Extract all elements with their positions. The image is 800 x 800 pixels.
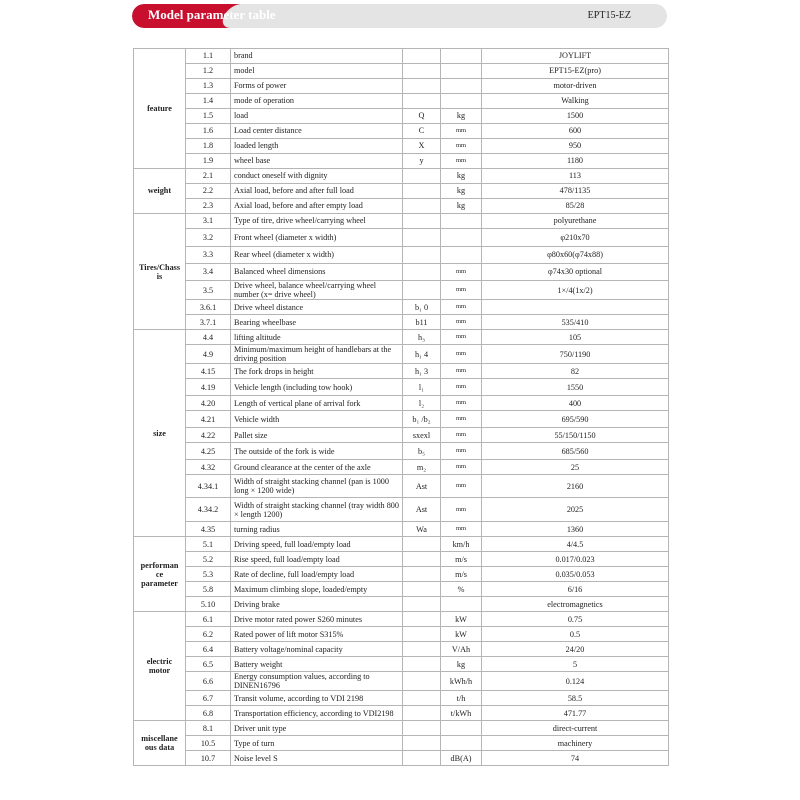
table-row xyxy=(134,672,669,691)
table-row xyxy=(134,537,669,552)
param-symbol xyxy=(403,184,441,199)
param-value: 950 xyxy=(482,139,669,154)
param-symbol xyxy=(403,642,441,657)
table-row xyxy=(134,247,669,264)
param-symbol: sxexl xyxy=(403,428,441,443)
param-name: Rear wheel (diameter x width) xyxy=(231,247,403,264)
param-unit: kW xyxy=(441,627,482,642)
table-row xyxy=(134,736,669,751)
param-symbol xyxy=(403,247,441,264)
table-row xyxy=(134,443,669,460)
row-number: 1.1 xyxy=(186,49,231,64)
table-row xyxy=(134,706,669,721)
param-name: Type of tire, drive wheel/carrying wheel xyxy=(231,214,403,229)
param-symbol xyxy=(403,537,441,552)
table-row xyxy=(134,612,669,627)
param-symbol xyxy=(403,751,441,766)
param-symbol: b11 xyxy=(403,315,441,330)
param-unit xyxy=(441,49,482,64)
param-value: 105 xyxy=(482,330,669,345)
param-symbol xyxy=(403,567,441,582)
row-number: 3.3 xyxy=(186,247,231,264)
param-name: Battery weight xyxy=(231,657,403,672)
param-symbol: l₂ xyxy=(403,396,441,411)
table-row xyxy=(134,498,669,522)
param-unit: kg xyxy=(441,169,482,184)
param-unit xyxy=(441,94,482,109)
param-symbol: Ast xyxy=(403,498,441,522)
param-value: 58.5 xyxy=(482,691,669,706)
param-value: 6/16 xyxy=(482,582,669,597)
row-number: 6.1 xyxy=(186,612,231,627)
param-unit xyxy=(441,597,482,612)
param-name: Type of turn xyxy=(231,736,403,751)
param-name: model xyxy=(231,64,403,79)
param-value: 113 xyxy=(482,169,669,184)
table-row xyxy=(134,691,669,706)
param-name: conduct oneself with dignity xyxy=(231,169,403,184)
param-name: Bearing wheelbase xyxy=(231,315,403,330)
param-symbol xyxy=(403,214,441,229)
param-unit: m/s xyxy=(441,567,482,582)
row-number: 3.1 xyxy=(186,214,231,229)
param-symbol xyxy=(403,64,441,79)
param-symbol: b₁ 0 xyxy=(403,300,441,315)
row-number: 2.2 xyxy=(186,184,231,199)
param-unit: mm xyxy=(441,475,482,498)
param-unit: kWh/h xyxy=(441,672,482,691)
table-row xyxy=(134,552,669,567)
row-number: 4.34.2 xyxy=(186,498,231,522)
param-name: Ground clearance at the center of the axle xyxy=(231,460,403,475)
param-unit: mm xyxy=(441,411,482,428)
param-name: Minimum/maximum height of handlebars at the driving position xyxy=(231,345,403,364)
table-row xyxy=(134,721,669,736)
row-number: 1.3 xyxy=(186,79,231,94)
category-cell: size xyxy=(134,330,186,537)
row-number: 6.5 xyxy=(186,657,231,672)
table-row xyxy=(134,597,669,612)
table-row xyxy=(134,169,669,184)
param-name: Front wheel (diameter x width) xyxy=(231,229,403,247)
param-value: 471.77 xyxy=(482,706,669,721)
table-row xyxy=(134,109,669,124)
param-value: φ210x70 xyxy=(482,229,669,247)
param-name: Rise speed, full load/empty load xyxy=(231,552,403,567)
model-label: EPT15-EZ xyxy=(587,10,631,21)
param-unit: kg xyxy=(441,184,482,199)
param-name: loaded length xyxy=(231,139,403,154)
parameter-table xyxy=(133,48,669,766)
param-value: 535/410 xyxy=(482,315,669,330)
param-value xyxy=(482,300,669,315)
param-name: Driving speed, full load/empty load xyxy=(231,537,403,552)
param-unit: mm xyxy=(441,364,482,379)
param-unit xyxy=(441,721,482,736)
param-symbol xyxy=(403,672,441,691)
row-number: 1.4 xyxy=(186,94,231,109)
param-symbol: l₁ xyxy=(403,379,441,396)
table-row xyxy=(134,124,669,139)
table-row xyxy=(134,330,669,345)
table-row xyxy=(134,364,669,379)
param-name: Energy consumption values, according to DINEN16796 xyxy=(231,672,403,691)
row-number: 4.19 xyxy=(186,379,231,396)
param-unit: mm xyxy=(441,522,482,537)
row-number: 10.5 xyxy=(186,736,231,751)
param-name: Drive wheel, balance wheel/carrying wheel number (x= drive wheel) xyxy=(231,281,403,300)
param-symbol xyxy=(403,94,441,109)
param-name: lifting altitude xyxy=(231,330,403,345)
page-title: Model parameter table xyxy=(148,7,276,22)
param-unit xyxy=(441,736,482,751)
param-value: 1360 xyxy=(482,522,669,537)
param-symbol xyxy=(403,281,441,300)
category-cell: electric motor xyxy=(134,612,186,721)
param-symbol xyxy=(403,597,441,612)
param-value: 0.035/0.053 xyxy=(482,567,669,582)
param-unit: dB(A) xyxy=(441,751,482,766)
param-unit: mm xyxy=(441,460,482,475)
param-symbol xyxy=(403,229,441,247)
table-row xyxy=(134,460,669,475)
header-banner xyxy=(132,4,667,28)
table-row xyxy=(134,300,669,315)
table-row xyxy=(134,475,669,498)
table-row xyxy=(134,627,669,642)
param-value: 2025 xyxy=(482,498,669,522)
row-number: 4.34.1 xyxy=(186,475,231,498)
param-name: Rated power of lift motor S315% xyxy=(231,627,403,642)
param-symbol: Wa xyxy=(403,522,441,537)
param-unit: V/Ah xyxy=(441,642,482,657)
table-row xyxy=(134,428,669,443)
table-row xyxy=(134,154,669,169)
param-unit: mm xyxy=(441,264,482,281)
param-value: machinery xyxy=(482,736,669,751)
table-row xyxy=(134,657,669,672)
param-symbol: C xyxy=(403,124,441,139)
row-number: 4.15 xyxy=(186,364,231,379)
param-value: JOYLIFT xyxy=(482,49,669,64)
row-number: 4.35 xyxy=(186,522,231,537)
table-row xyxy=(134,139,669,154)
param-name: Rate of decline, full load/empty load xyxy=(231,567,403,582)
param-unit: mm xyxy=(441,124,482,139)
param-name: Width of straight stacking channel (tray width 800 × length 1200) xyxy=(231,498,403,522)
param-symbol xyxy=(403,79,441,94)
param-symbol: b₁ /b₂ xyxy=(403,411,441,428)
param-name: Balanced wheel dimensions xyxy=(231,264,403,281)
param-symbol xyxy=(403,582,441,597)
table-row xyxy=(134,522,669,537)
param-value: motor-driven xyxy=(482,79,669,94)
param-name: brand xyxy=(231,49,403,64)
row-number: 1.2 xyxy=(186,64,231,79)
param-name: Vehicle length (including tow hook) xyxy=(231,379,403,396)
table-row xyxy=(134,396,669,411)
param-unit: t/h xyxy=(441,691,482,706)
param-name: Vehicle width xyxy=(231,411,403,428)
row-number: 4.4 xyxy=(186,330,231,345)
param-value: 4/4.5 xyxy=(482,537,669,552)
param-value: 85/28 xyxy=(482,199,669,214)
param-unit xyxy=(441,64,482,79)
table-row xyxy=(134,264,669,281)
param-value: 0.5 xyxy=(482,627,669,642)
param-unit: mm xyxy=(441,379,482,396)
param-value: 1180 xyxy=(482,154,669,169)
param-unit xyxy=(441,247,482,264)
row-number: 6.2 xyxy=(186,627,231,642)
row-number: 4.21 xyxy=(186,411,231,428)
table-row xyxy=(134,751,669,766)
param-unit: km/h xyxy=(441,537,482,552)
table-row xyxy=(134,79,669,94)
category-cell: weight xyxy=(134,169,186,214)
param-symbol: m₂ xyxy=(403,460,441,475)
table-row xyxy=(134,199,669,214)
param-symbol xyxy=(403,169,441,184)
row-number: 3.7.1 xyxy=(186,315,231,330)
param-name: mode of operation xyxy=(231,94,403,109)
param-symbol xyxy=(403,706,441,721)
param-unit: kW xyxy=(441,612,482,627)
param-name: Load center distance xyxy=(231,124,403,139)
param-name: Axial load, before and after full load xyxy=(231,184,403,199)
param-name: The outside of the fork is wide xyxy=(231,443,403,460)
param-name: Forms of power xyxy=(231,79,403,94)
param-value: 2160 xyxy=(482,475,669,498)
row-number: 4.9 xyxy=(186,345,231,364)
category-cell: feature xyxy=(134,49,186,169)
row-number: 1.6 xyxy=(186,124,231,139)
param-name: Transit volume, according to VDI 2198 xyxy=(231,691,403,706)
table-row xyxy=(134,49,669,64)
param-value: 0.017/0.023 xyxy=(482,552,669,567)
param-symbol: y xyxy=(403,154,441,169)
param-value: 0.124 xyxy=(482,672,669,691)
param-value: 74 xyxy=(482,751,669,766)
table-row xyxy=(134,379,669,396)
param-value: EPT15-EZ(pro) xyxy=(482,64,669,79)
param-symbol xyxy=(403,691,441,706)
param-value: 24/20 xyxy=(482,642,669,657)
param-name: Driver unit type xyxy=(231,721,403,736)
row-number: 4.22 xyxy=(186,428,231,443)
param-name: Driving brake xyxy=(231,597,403,612)
param-value: 0.75 xyxy=(482,612,669,627)
param-value: 25 xyxy=(482,460,669,475)
param-name: Length of vertical plane of arrival fork xyxy=(231,396,403,411)
row-number: 3.2 xyxy=(186,229,231,247)
param-unit: mm xyxy=(441,498,482,522)
param-unit: % xyxy=(441,582,482,597)
row-number: 5.10 xyxy=(186,597,231,612)
row-number: 5.2 xyxy=(186,552,231,567)
row-number: 1.5 xyxy=(186,109,231,124)
row-number: 6.4 xyxy=(186,642,231,657)
param-value: 400 xyxy=(482,396,669,411)
param-name: wheel base xyxy=(231,154,403,169)
param-value: 750/1190 xyxy=(482,345,669,364)
param-name: Drive wheel distance xyxy=(231,300,403,315)
param-symbol xyxy=(403,49,441,64)
row-number: 3.5 xyxy=(186,281,231,300)
param-value: 600 xyxy=(482,124,669,139)
param-unit xyxy=(441,79,482,94)
category-cell: miscellane ous data xyxy=(134,721,186,766)
param-name: Axial load, before and after empty load xyxy=(231,199,403,214)
param-value: direct-current xyxy=(482,721,669,736)
param-unit: mm xyxy=(441,139,482,154)
table-row xyxy=(134,94,669,109)
param-symbol xyxy=(403,721,441,736)
row-number: 5.3 xyxy=(186,567,231,582)
row-number: 1.8 xyxy=(186,139,231,154)
row-number: 6.6 xyxy=(186,672,231,691)
param-unit: mm xyxy=(441,300,482,315)
row-number: 5.1 xyxy=(186,537,231,552)
row-number: 3.4 xyxy=(186,264,231,281)
param-unit: kg xyxy=(441,657,482,672)
param-symbol: X xyxy=(403,139,441,154)
row-number: 6.8 xyxy=(186,706,231,721)
param-unit xyxy=(441,229,482,247)
param-symbol: Q xyxy=(403,109,441,124)
param-name: Pallet size xyxy=(231,428,403,443)
param-name: The fork drops in height xyxy=(231,364,403,379)
param-symbol xyxy=(403,736,441,751)
param-symbol xyxy=(403,552,441,567)
table-row xyxy=(134,315,669,330)
param-value: φ74x30 optional xyxy=(482,264,669,281)
param-unit: t/kWh xyxy=(441,706,482,721)
table-row xyxy=(134,214,669,229)
category-cell: performan ce parameter xyxy=(134,537,186,612)
table-row xyxy=(134,184,669,199)
param-unit: mm xyxy=(441,154,482,169)
table-row xyxy=(134,345,669,364)
param-symbol xyxy=(403,612,441,627)
param-name: Transportation efficiency, according to VDI2198 xyxy=(231,706,403,721)
param-unit: mm xyxy=(441,443,482,460)
param-value: 685/560 xyxy=(482,443,669,460)
param-value: 5 xyxy=(482,657,669,672)
param-value: Walking xyxy=(482,94,669,109)
table-row xyxy=(134,567,669,582)
param-name: Maximum climbing slope, loaded/empty xyxy=(231,582,403,597)
row-number: 4.20 xyxy=(186,396,231,411)
table-row xyxy=(134,642,669,657)
row-number: 5.8 xyxy=(186,582,231,597)
param-name: Drive motor rated power S260 minutes xyxy=(231,612,403,627)
param-value: φ80x60(φ74x88) xyxy=(482,247,669,264)
param-unit: kg xyxy=(441,109,482,124)
param-unit: mm xyxy=(441,315,482,330)
param-unit: kg xyxy=(441,199,482,214)
row-number: 2.1 xyxy=(186,169,231,184)
param-symbol xyxy=(403,627,441,642)
param-unit: m/s xyxy=(441,552,482,567)
param-unit: mm xyxy=(441,428,482,443)
param-symbol xyxy=(403,199,441,214)
param-name: load xyxy=(231,109,403,124)
param-symbol: h₁ 4 xyxy=(403,345,441,364)
row-number: 8.1 xyxy=(186,721,231,736)
param-value: 1×/4(1x/2) xyxy=(482,281,669,300)
param-symbol: b₅ xyxy=(403,443,441,460)
param-value: polyurethane xyxy=(482,214,669,229)
table-row xyxy=(134,281,669,300)
row-number: 4.25 xyxy=(186,443,231,460)
table-row xyxy=(134,229,669,247)
param-value: 695/590 xyxy=(482,411,669,428)
param-symbol: Ast xyxy=(403,475,441,498)
row-number: 4.32 xyxy=(186,460,231,475)
param-value: 1550 xyxy=(482,379,669,396)
param-unit: mm xyxy=(441,281,482,300)
row-number: 2.3 xyxy=(186,199,231,214)
row-number: 1.9 xyxy=(186,154,231,169)
param-unit xyxy=(441,214,482,229)
row-number: 3.6.1 xyxy=(186,300,231,315)
category-cell: Tires/Chass is xyxy=(134,214,186,330)
param-value: 82 xyxy=(482,364,669,379)
table-row xyxy=(134,64,669,79)
param-name: Battery voltage/nominal capacity xyxy=(231,642,403,657)
row-number: 6.7 xyxy=(186,691,231,706)
param-value: 478/1135 xyxy=(482,184,669,199)
param-value: 55/150/1150 xyxy=(482,428,669,443)
table-row xyxy=(134,582,669,597)
row-number: 10.7 xyxy=(186,751,231,766)
param-symbol xyxy=(403,657,441,672)
param-value: 1500 xyxy=(482,109,669,124)
param-symbol xyxy=(403,264,441,281)
table-row xyxy=(134,411,669,428)
param-name: Width of straight stacking channel (pan is 1000 long × 1200 wide) xyxy=(231,475,403,498)
param-unit: mm xyxy=(441,396,482,411)
param-symbol: h₁ 3 xyxy=(403,364,441,379)
param-unit: mm xyxy=(441,330,482,345)
param-name: Noise level S xyxy=(231,751,403,766)
param-symbol: h₃ xyxy=(403,330,441,345)
param-value: electromagnetics xyxy=(482,597,669,612)
param-name: turning radius xyxy=(231,522,403,537)
param-unit: mm xyxy=(441,345,482,364)
